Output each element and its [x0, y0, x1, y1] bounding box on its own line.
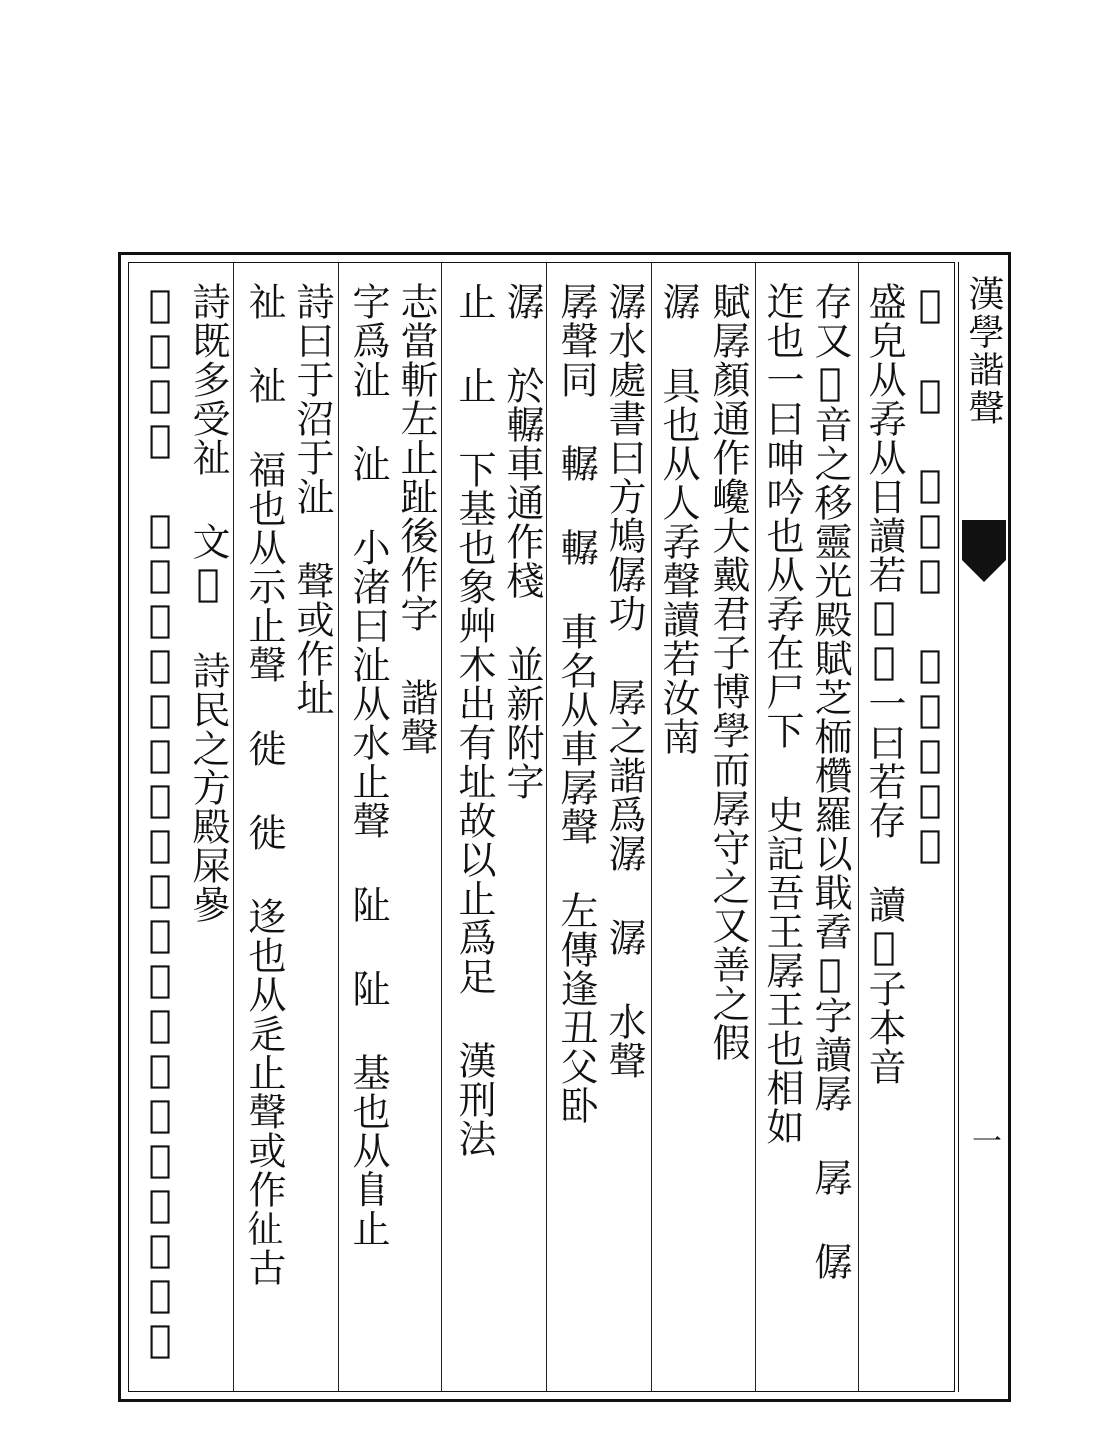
text-column: 迮也一曰呻吟也从孨在尸下 史記吾王孱王也相如: [760, 282, 804, 1146]
text-column: 孱聲同 轏 轏 車名从車孱聲 左傳逢丑父卧: [554, 282, 598, 1125]
text-column: 𡦹 𡦹 讀若存 讀𡦹子本音: [908, 282, 952, 867]
text-column: 祉 祉 福也从示止聲 徙 徙 迻也从辵止聲或作𢓊古: [242, 282, 286, 1287]
column-rule: [651, 262, 652, 1392]
fishtail-mark: [962, 520, 1006, 600]
text-column: 詩既多受祉 文𡱵 詩民之方殿屎𠻝: [186, 282, 230, 924]
column-rule: [858, 262, 859, 1392]
page-number: 一: [966, 1125, 1001, 1155]
column-rule: [546, 262, 547, 1392]
page-title: 漢學諧聲: [963, 275, 1004, 427]
text-column: 潺 於轏車通作棧 並新附字: [500, 282, 544, 801]
column-rule: [233, 262, 234, 1392]
text-column: 潺 具也从人孨聲讀若汝南: [656, 282, 700, 756]
text-column: 字爲沚 沚 小渚曰沚从水止聲 阯 阯 基也从𨸏止: [346, 282, 390, 1248]
text-column: 潺水處書曰方鳩僝功 孱之諧爲潺 潺 水聲: [602, 282, 646, 1080]
text-column: 𡱵字之訛 徙字古無異讀荀子成相篇世之禍惡賢士子胥: [138, 282, 182, 1362]
center-strip: [958, 262, 1006, 1392]
column-rule: [755, 262, 756, 1392]
text-column: 盛皃从孨从日讀若𦹏𦹏一曰若存 讀𦹏子本音: [862, 282, 906, 1086]
text-column: 止 止 下基也象艸木出有址故以止爲足 漢刑法: [452, 282, 496, 1158]
column-rule: [338, 262, 339, 1392]
text-column: 賦孱顏通作巉大戴君子博學而孱守之又善之假: [706, 282, 750, 1062]
column-rule: [441, 262, 442, 1392]
text-column: 存又𦹏音之移靈光殿賦芝栭欑羅以戢孴𦹏字讀孱 孱 僝: [808, 282, 852, 1281]
text-column: 志當斬左止趾後作字 諧聲: [394, 282, 438, 756]
text-column: 詩曰于沼于沚 聲或作址: [290, 282, 334, 717]
